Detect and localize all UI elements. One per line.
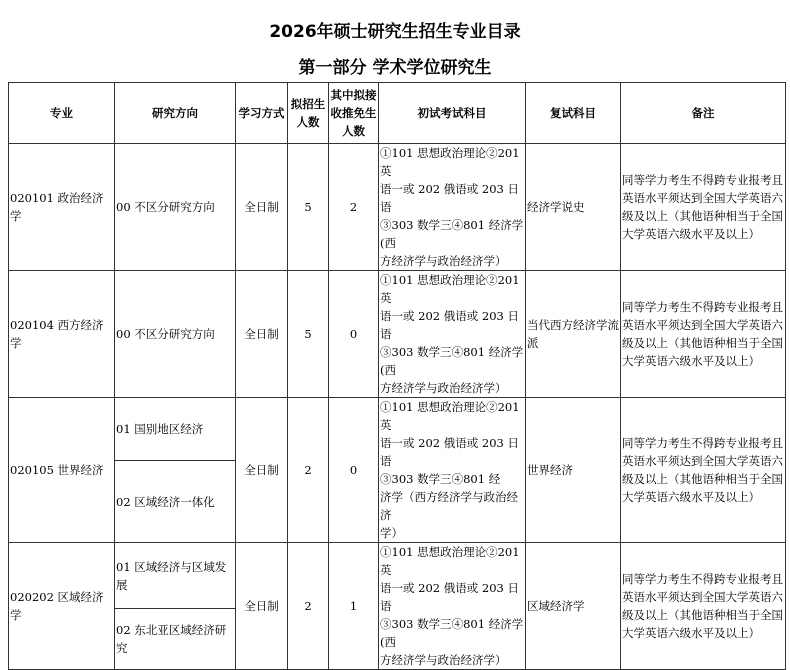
section-title: 第一部分 学术学位研究生 — [298, 58, 492, 78]
major-cell: 020202 区域经济学 — [9, 543, 115, 670]
mode-cell: 全日制 — [236, 271, 288, 398]
header-row — [9, 83, 786, 144]
note-cell: 同等学力考生不得跨专业报考且英语水平须达到全国大学英语六级及以上（其他语种相当于全国大学英语六级水平及以上） — [621, 543, 786, 670]
direction-cell: 02 区域经济一体化 — [115, 461, 236, 543]
plan-cell: 2 — [288, 543, 329, 670]
exempt-cell: 1 — [329, 543, 379, 670]
exempt-cell: 2 — [329, 144, 379, 271]
document-title: 2026年硕士研究生招生专业目录 — [269, 22, 521, 42]
header-mode: 学习方式 — [236, 83, 288, 144]
retest-cell: 世界经济 — [526, 398, 621, 543]
retest-cell: 经济学说史 — [526, 144, 621, 271]
exam-cell: ①101 思想政治理论②201 英 语一或 202 俄语或 203 日语 ③303 数学三④801 经济学(西 方经济学与政治经济学） — [379, 543, 526, 670]
exam-cell: ①101 思想政治理论②201 英 语一或 202 俄语或 203 日语 ③303 数学三④801 经济学(西 方经济学与政治经济学） — [379, 144, 526, 271]
header-retest: 复试科目 — [526, 83, 621, 144]
header-exempt: 其中拟接 收推免生 人数 — [329, 83, 379, 144]
note-cell: 同等学力考生不得跨专业报考且英语水平须达到全国大学英语六级及以上（其他语种相当于全国大学英语六级水平及以上） — [621, 144, 786, 271]
table-row — [9, 271, 786, 398]
retest-cell: 当代西方经济学流派 — [526, 271, 621, 398]
table-row — [9, 543, 786, 609]
mode-cell: 全日制 — [236, 398, 288, 543]
plan-cell: 5 — [288, 144, 329, 271]
mode-cell: 全日制 — [236, 543, 288, 670]
exempt-cell: 0 — [329, 398, 379, 543]
direction-cell: 00 不区分研究方向 — [115, 271, 236, 398]
table-row — [9, 398, 786, 461]
header-plan: 拟招生 人数 — [288, 83, 329, 144]
program-catalog-table — [8, 82, 786, 670]
table-row — [9, 144, 786, 271]
header-note: 备注 — [621, 83, 786, 144]
exam-cell: ①101 思想政治理论②201 英 语一或 202 俄语或 203 日语 ③303 数学三④801 经 济学（西方经济学与政治经济 学） — [379, 398, 526, 543]
note-cell: 同等学力考生不得跨专业报考且英语水平须达到全国大学英语六级及以上（其他语种相当于全国大学英语六级水平及以上） — [621, 271, 786, 398]
plan-cell: 5 — [288, 271, 329, 398]
direction-cell: 01 区域经济与区域发展 — [115, 543, 236, 609]
major-cell: 020101 政治经济学 — [9, 144, 115, 271]
header-exam: 初试考试科目 — [379, 83, 526, 144]
retest-cell: 区域经济学 — [526, 543, 621, 670]
direction-cell: 02 东北亚区域经济研究 — [115, 609, 236, 670]
header-major: 专业 — [9, 83, 115, 144]
note-cell: 同等学力考生不得跨专业报考且英语水平须达到全国大学英语六级及以上（其他语种相当于全国大学英语六级水平及以上） — [621, 398, 786, 543]
direction-cell: 01 国别地区经济 — [115, 398, 236, 461]
major-cell: 020105 世界经济 — [9, 398, 115, 543]
direction-cell: 00 不区分研究方向 — [115, 144, 236, 271]
exempt-cell: 0 — [329, 271, 379, 398]
major-cell: 020104 西方经济学 — [9, 271, 115, 398]
mode-cell: 全日制 — [236, 144, 288, 271]
header-direction: 研究方向 — [115, 83, 236, 144]
exam-cell: ①101 思想政治理论②201 英 语一或 202 俄语或 203 日语 ③303 数学三④801 经济学(西 方经济学与政治经济学） — [379, 271, 526, 398]
plan-cell: 2 — [288, 398, 329, 543]
